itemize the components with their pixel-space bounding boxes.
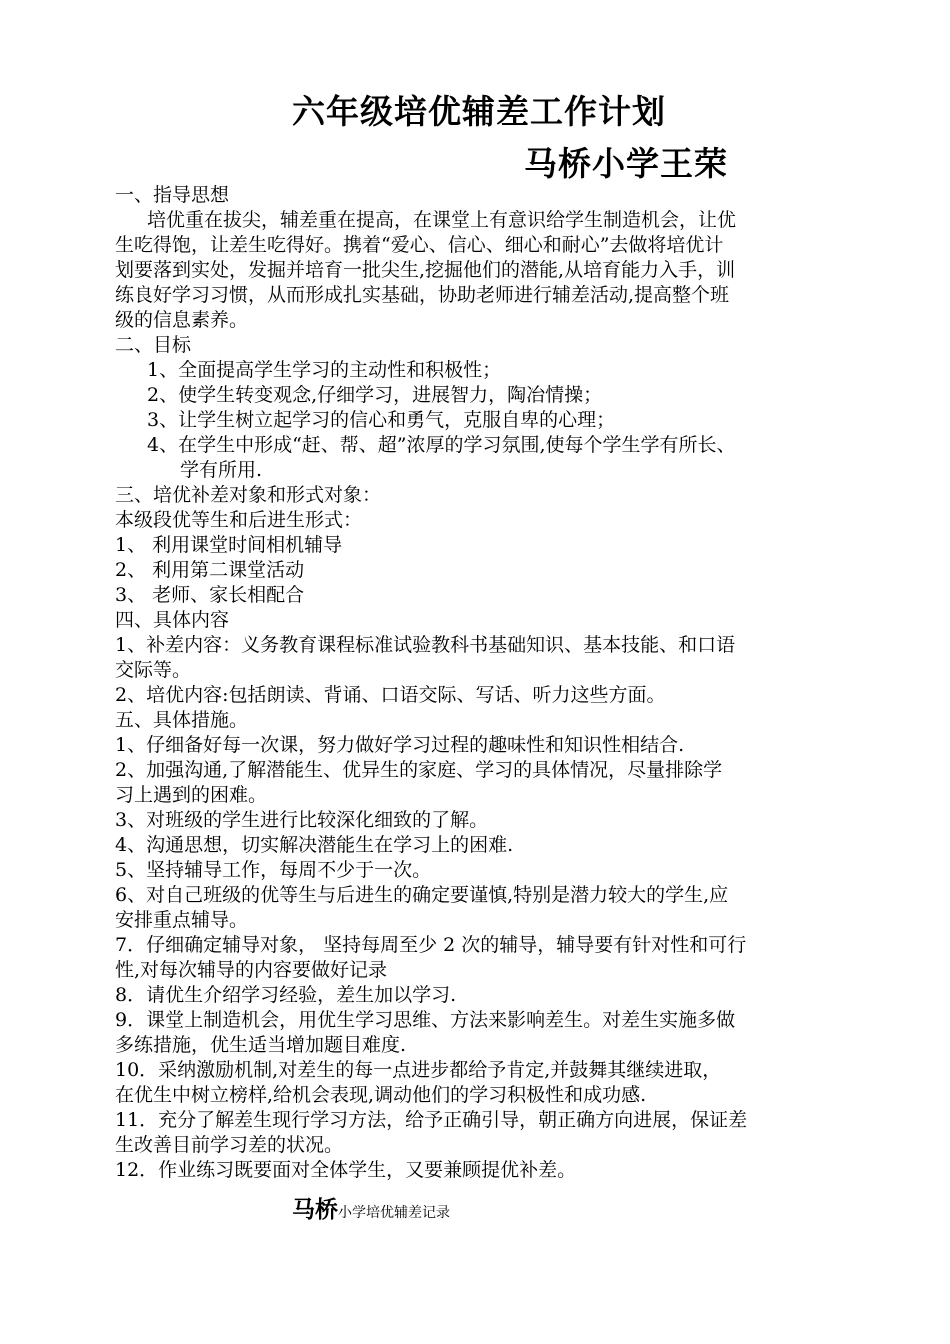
form-item: 1、 利用课堂时间相机辅导 xyxy=(115,534,343,556)
measure-item: 1、仔细备好每一次课，努力做好学习过程的趣味性和知识性相结合. xyxy=(115,734,685,756)
measure-item: 9．课堂上制造机会，用优生学习思维、方法来影响差生。对差生实施多做 xyxy=(115,1009,736,1031)
measure-item: 3、对班级的学生进行比较深化细致的了解。 xyxy=(115,809,489,831)
measure-item-continuation: 生改善目前学习差的状况。 xyxy=(115,1134,344,1156)
paragraph-line: 本级段优等生和后进生形式： xyxy=(115,509,363,531)
document-author: 马桥小学王荣 xyxy=(524,144,728,183)
measure-item: 2、加强沟通,了解潜能生、优异生的家庭、学习的具体情况，尽量排除学 xyxy=(115,759,723,781)
measure-item-continuation: 习上遇到的困难。 xyxy=(115,784,268,806)
content-item-continuation: 交际等。 xyxy=(115,659,192,681)
paragraph-line: 生吃得饱，让差生吃得好。携着“爱心、信心、细心和耐心”去做将培优计 xyxy=(115,234,724,256)
goal-item: 4、在学生中形成“赶、帮、超”浓厚的学习氛围,使每个学生学有所长、 xyxy=(147,434,736,456)
record-heading-label: 小学培优辅差记录 xyxy=(338,1205,450,1221)
goal-item: 1、全面提高学生学习的主动性和积极性； xyxy=(147,359,502,381)
content-item: 1、补差内容：义务教育课程标准试验教科书基础知识、基本技能、和口语 xyxy=(115,634,736,656)
paragraph-line: 划要落到实处，发掘并培育一批尖生,挖掘他们的潜能,从培育能力入手，训 xyxy=(115,259,736,281)
measure-item: 6、对自己班级的优等生与后进生的确定要谨慎,特别是潜力较大的学生,应 xyxy=(115,884,729,906)
measure-item-continuation: 在优生中树立榜样,给机会表现,调动他们的学习积极性和成功感. xyxy=(115,1084,647,1106)
measure-item: 12．作业练习既要面对全体学生，又要兼顾提优补差。 xyxy=(115,1159,577,1181)
form-item: 3、 老师、家长相配合 xyxy=(115,584,305,606)
section-heading-guiding-idea: 一、指导思想 xyxy=(115,184,230,206)
paragraph-line: 级的信息素养。 xyxy=(115,309,249,331)
paragraph-line: 培优重在拔尖，辅差重在提高，在课堂上有意识给学生制造机会，让优 xyxy=(147,209,737,231)
measure-item: 8．请优生介绍学习经验，差生加以学习. xyxy=(115,984,457,1006)
record-heading-school: 马桥 xyxy=(292,1197,338,1223)
goal-item: 3、让学生树立起学习的信心和勇气，克服自卑的心理； xyxy=(147,409,616,431)
goal-item: 2、使学生转变观念,仔细学习，进展智力，陶冶情操； xyxy=(147,384,603,406)
section-heading-goals: 二、目标 xyxy=(115,334,192,356)
measure-item-continuation: 安排重点辅导。 xyxy=(115,909,249,931)
measure-item: 7．仔细确定辅导对象， 坚持每周至少 2 次的辅导，辅导要有针对性和可行 xyxy=(115,934,747,956)
form-item: 2、 利用第二课堂活动 xyxy=(115,559,305,581)
measure-item-continuation: 多练措施，优生适当增加题目难度. xyxy=(115,1034,407,1056)
paragraph-line: 练良好学习习惯，从而形成扎实基础，协助老师进行辅差活动,提高整个班 xyxy=(115,284,730,306)
measure-item: 11．充分了解差生现行学习方法，给予正确引导，朝正确方向进展，保证差 xyxy=(115,1109,748,1131)
document-title: 六年级培优辅差工作计划 xyxy=(292,92,666,131)
measure-item: 5、坚持辅导工作，每周不少于一次。 xyxy=(115,859,432,881)
section-heading-targets: 三、培优补差对象和形式对象： xyxy=(115,484,382,506)
section-heading-content: 四、具体内容 xyxy=(115,609,230,631)
measure-item: 10．采纳激励机制,对差生的每一点进步都给予肯定,并鼓舞其继续进取， xyxy=(115,1059,722,1081)
section-heading-measures: 五、具体措施。 xyxy=(115,709,249,731)
goal-item-continuation: 学有所用. xyxy=(180,459,263,481)
content-item: 2、培优内容:包括朗读、背诵、口语交际、写话、听力这些方面。 xyxy=(115,684,666,706)
measure-item-continuation: 性,对每次辅导的内容要做好记录 xyxy=(115,959,388,981)
measure-item: 4、沟通思想，切实解决潜能生在学习上的困难. xyxy=(115,834,514,856)
record-heading xyxy=(292,1191,450,1224)
document-body xyxy=(115,183,865,1183)
